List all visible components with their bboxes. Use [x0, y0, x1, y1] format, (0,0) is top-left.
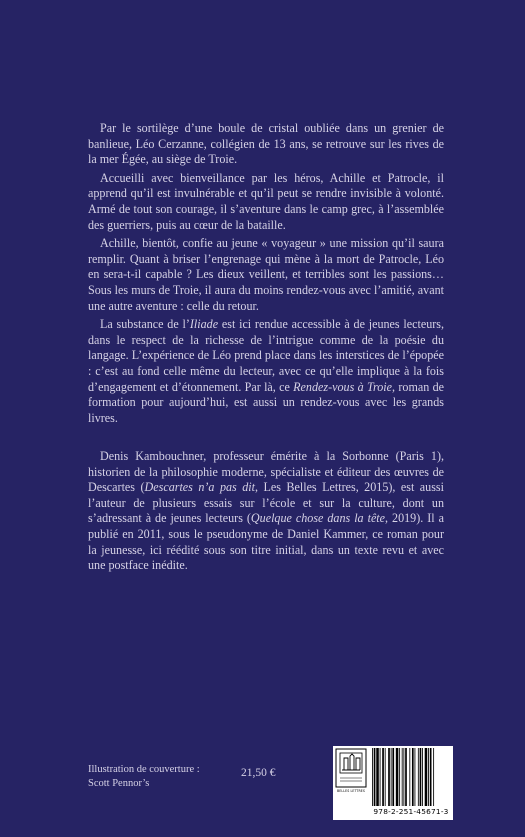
- author-text: Denis Kambouchner, professeur émérite à la Sorbonne (Paris 1), historien de la philosophie moderne, spécialiste et éditeur des œuvres de Descartes (: [88, 449, 444, 495]
- publisher-logo-text: BELLES LETTRES: [336, 789, 366, 793]
- author-text: , Les Belles Lettres, 2015), est aussi l’auteur de plusieurs essais sur l’école et sur la culture, dont un s’adressant à de jeunes lecteurs (: [88, 480, 444, 526]
- illustration-credit: [88, 763, 200, 791]
- blurb-paragraph-4: [88, 317, 444, 426]
- blurb-text: est ici rendue accessible à de jeunes lecteurs, dans le respect de la richesse de l’intrigue comme de la poésie du langage. L’expérience de Léo prend place dans les interstices de l’épopée : c’est au fond celle même du lecteur, avec ce qu’elle implique à la fois d’engagement et d’étonnement. Par là, ce: [88, 317, 445, 394]
- author-book-title-2: Quelque chose dans la tête: [250, 511, 386, 526]
- publisher-logo-icon: [335, 748, 367, 788]
- author-book-title-1: Descartes n’a pas dit: [144, 480, 255, 495]
- barcode-icon: [371, 748, 451, 806]
- blurb-text: La substance de l’: [100, 317, 190, 332]
- blurb-paragraph-3: Achille, bientôt, confie au jeune « voyageur » une mission qu’il saura remplir. Quant à briser l’engrenage qui mène à la mort de Patrocle, Léo en sera-t-il capable ? Les dieux veillent, et terribles sont les passions… Sous les murs de Troie, il aura du moins rendez-vous avec l’amitié, avant une autre aventure : celle du retour.: [88, 236, 444, 313]
- book-title: Rendez-vous à Troie: [293, 379, 393, 394]
- barcode-panel: [333, 746, 453, 820]
- credit-artist: Scott Pennor’s: [88, 778, 150, 789]
- author-text: , 2019). Il a publié en 2011, sous le pseudonyme de Daniel Kammer, ce roman pour la jeunesse, ici réédité sous son titre initial, dans un texte revu et avec une postface inédite.: [88, 511, 444, 573]
- blurb-paragraph-1: Par le sortilège d’une boule de cristal oubliée dans un grenier de banlieue, Léo Cerzanne, collégien de 13 ans, se retrouve sur les rives de la mer Égée, au siège de Troie.: [88, 121, 444, 167]
- iliade-title: Iliade: [189, 317, 219, 332]
- blurb-text: , roman de formation pour aujourd’hui, est aussi un rendez-vous avec les grands livres.: [88, 379, 444, 425]
- credit-label: Illustration de couverture :: [88, 764, 200, 775]
- blurb-paragraph-2: Accueilli avec bienveillance par les héros, Achille et Patrocle, il apprend qu’il est invulnérable et qu’il peut se rendre invisible à volonté. Armé de tout son courage, il s’aventure dans le camp grec, à l’assemblée des guerriers, puis au cœur de la bataille.: [88, 170, 444, 232]
- book-blurb: [88, 121, 444, 429]
- isbn-number: 978-2-251-45671-3: [373, 807, 449, 816]
- author-paragraph: [88, 449, 444, 574]
- price: 21,50 €: [241, 767, 276, 779]
- author-bio: [88, 449, 444, 574]
